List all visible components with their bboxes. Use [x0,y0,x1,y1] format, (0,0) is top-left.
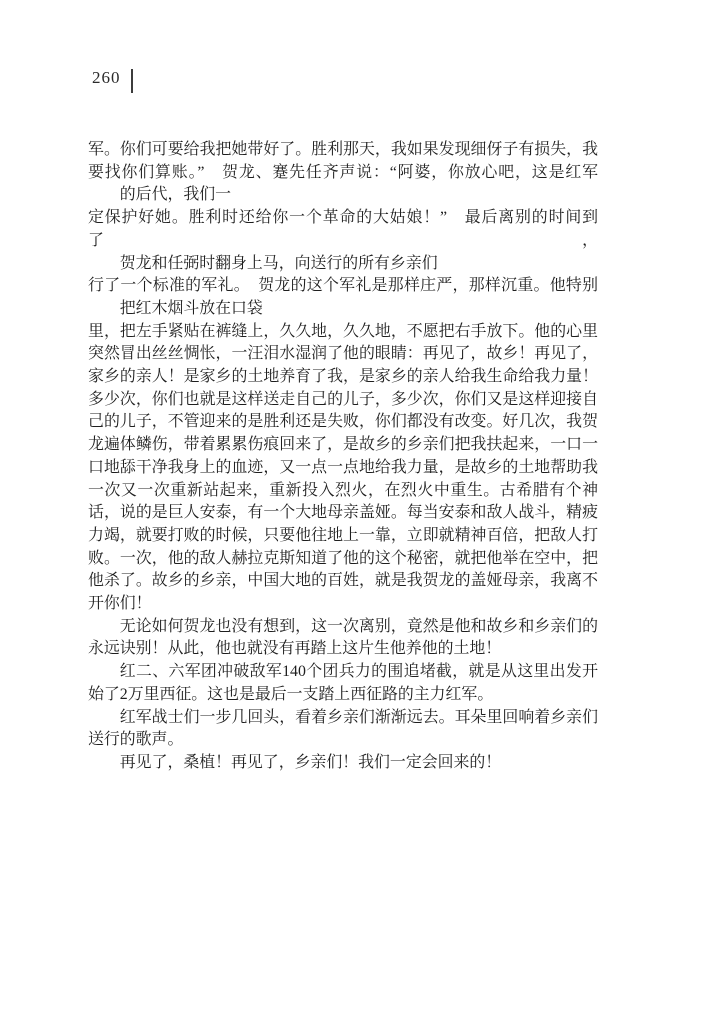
text-line: 突然冒出丝丝惆怅，一汪泪水湿润了他的眼睛：再见了，故乡！再见了， [88,345,598,363]
text-line: 把红木烟斗放在口袋 [119,299,263,317]
text-line: 再见了，桑植！再见了，乡亲们！我们一定会回来的！ [119,753,502,771]
page-header [92,68,133,93]
text-line: 家乡的亲人！是家乡的土地养育了我，是家乡的亲人给我生命给我力量！ [88,368,598,386]
text-line: 口地舔干净我身上的血迹，又一点一点地给我力量，是故乡的土地帮助我 [88,458,598,476]
text-line: 无论如何贺龙也没有想到，这一次离别，竟然是他和故乡和乡亲们的 [119,617,598,635]
text-line: 开你们！ [88,595,152,613]
text-line: 力竭，就要打败的时候，只要他往地上一靠，立即就精神百倍，把敌人打 [88,526,598,544]
text-line: 军。你们可要给我把她带好了。胜利那天，我如果发现细伢子有损失，我 [88,141,598,158]
text-line: 定保护好她。胜利时还给你一个革命的大姑娘！” 最后离别的时间到了， [88,209,598,249]
text-line: 龙遍体鳞伤，带着累累伤痕回来了，是故乡的乡亲们把我扶起来，一口一 [88,436,598,454]
page-number: 260 [92,68,121,87]
text-line: 行了一个标准的军礼。 贺龙的这个军礼是那样庄严，那样沉重。他特别 [88,277,598,295]
text-line: 贺龙和任弼时翻身上马，向送行的所有乡亲们 [119,254,438,272]
text-line: 要找你们算账。” 贺龙、蹇先任齐声说：“阿婆，你放心吧，这是红军 [88,163,598,181]
text-line: 里，把左手紧贴在裤缝上，久久地，久久地，不愿把右手放下。他的心里 [88,322,598,340]
page-number-divider [131,69,133,93]
body-text [88,139,598,775]
text-line: 一次又一次重新站起来，重新投入烈火，在烈火中重生。古希腊有个神 [88,481,598,499]
text-line: 的后代，我们一 [119,186,232,204]
text-line: 败。一次，他的敌人赫拉克斯知道了他的这个秘密，就把他举在空中，把 [88,549,598,567]
text-line: 红二、六军团冲破敌军140个团兵力的围追堵截，就是从这里出发开 [119,663,598,681]
text-line: 始了2万里西征。这也是最后一支踏上西征路的主力红军。 [88,685,494,703]
text-line: 话，说的是巨人安泰，有一个大地母亲盖娅。每当安泰和敌人战斗，精疲 [88,504,598,522]
text-line: 红军战士们一步几回头，看着乡亲们渐渐远去。耳朵里回响着乡亲们 [119,708,598,726]
text-line: 己的儿子，不管迎来的是胜利还是失败，你们都没有改变。好几次，我贺 [88,413,598,431]
text-line: 多少次，你们也就是这样送走自己的儿子，多少次，你们又是这样迎接自 [88,390,598,408]
text-line: 送行的歌声。 [88,731,184,749]
text-line: 他杀了。故乡的乡亲，中国大地的百姓，就是我贺龙的盖娅母亲，我离不 [88,572,598,590]
text-line: 永远诀别！从此，他也就没有再踏上这片生他养他的土地！ [88,640,502,658]
